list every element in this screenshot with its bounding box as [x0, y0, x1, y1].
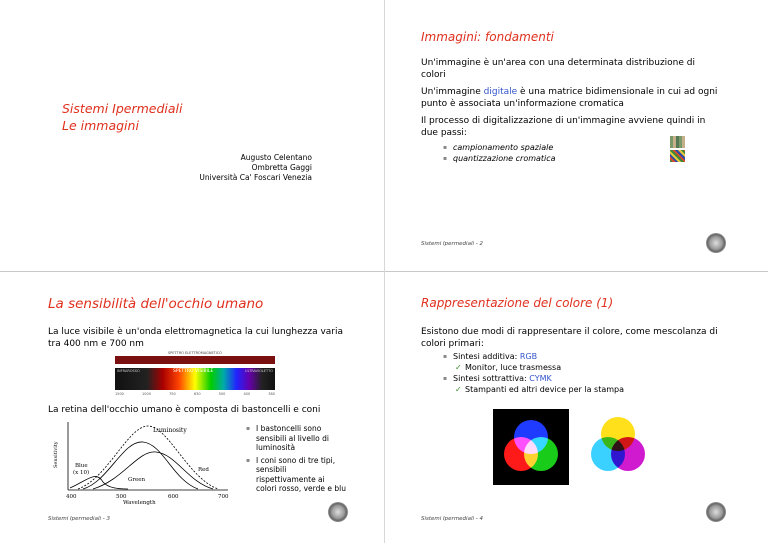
infrared-label: INFRAROSSO — [117, 369, 140, 373]
highlight-term: CYMK — [529, 374, 552, 383]
check-icon: ✓ — [455, 363, 462, 372]
blue-scale-label: (x 10) — [73, 470, 90, 476]
paragraph: Il processo di digitalizzazione di un'immagine avviene quindi in due passi: — [421, 116, 706, 138]
spectrum-title: SPETTRO ELETTROMAGNETICO — [167, 351, 223, 355]
red-label: Red — [198, 467, 209, 473]
list-item: ▪ campionamento spaziale — [443, 142, 721, 153]
rgb-additive-diagram — [493, 409, 569, 485]
paragraph — [421, 86, 721, 110]
paragraph: La luce visibile è un'onda elettromagnetica la cui lunghezza varia tra 400 nm e 700 nm — [48, 327, 344, 349]
text: è una matrice bidimensionale in cui ad ogni punto è associata un'informazione cromatica — [421, 87, 718, 109]
tick-label: 1500 — [115, 392, 124, 396]
slide-3-title: La sensibilità dell'occhio umano — [48, 296, 264, 312]
spectrum-ticks — [115, 392, 275, 396]
tick-label: 500 — [218, 392, 226, 396]
list-item — [443, 351, 733, 362]
cmy-subtractive-diagram — [582, 412, 654, 484]
luminosity-label: Luminosity — [153, 427, 187, 434]
slide-4-bullets — [443, 351, 733, 395]
blue-label: Blue — [75, 463, 88, 469]
tick-label: 750 — [169, 392, 176, 396]
text: Sintesi additiva: — [453, 352, 520, 361]
check-icon: ✓ — [455, 385, 462, 394]
slide-footer: Sistemi Ipermediali - 2 — [421, 241, 483, 247]
x-tick-label: 400 — [66, 494, 77, 500]
text: Un'immagine — [421, 87, 484, 97]
author-name: Augusto Celentano — [240, 153, 312, 162]
sub-item — [443, 362, 733, 373]
slide-3-bullets — [246, 424, 346, 494]
text: Stampanti ed altri device per la stampa — [465, 385, 625, 394]
green-circle — [524, 437, 558, 471]
sub-item — [443, 384, 733, 395]
university-seal-icon — [706, 502, 726, 522]
list-item: ▪ I bastoncelli sono sensibili al livello di luminosità — [246, 424, 346, 453]
cone-sensitivity-chart — [48, 420, 238, 506]
slide-footer: Sistemi Ipermediali - 4 — [421, 516, 483, 522]
em-spectrum-bar — [115, 356, 275, 364]
paragraph: La retina dell'occhio umano è composta di bastoncelli e coni — [48, 405, 321, 415]
tick-label: 400 — [243, 392, 251, 396]
x-tick-label: 600 — [168, 494, 179, 500]
list-item — [443, 373, 733, 384]
sampling-thumbnail — [670, 136, 685, 148]
university-seal-icon — [706, 233, 726, 253]
affiliation: Università Ca' Foscari Venezia — [199, 173, 312, 182]
slide-2-title: Immagini: fondamenti — [421, 30, 554, 44]
authors-block — [199, 153, 312, 183]
magenta-circle — [611, 437, 645, 471]
list-item: ▪ I coni sono di tre tipi, sensibili rispettivamente ai colori rosso, verde e blu — [246, 456, 346, 494]
red-curve — [93, 452, 213, 489]
text: Sintesi sottrattiva: — [453, 374, 530, 383]
slide-4-title: Rappresentazione del colore (1) — [421, 296, 614, 310]
title-line-2: Le immagini — [62, 118, 139, 133]
title-line-1: Sistemi Ipermediali — [62, 101, 183, 116]
x-axis-label: Wavelength — [123, 500, 156, 506]
green-label: Green — [128, 477, 146, 483]
tick-label: 630 — [193, 392, 201, 396]
highlight-term: digitale — [483, 87, 518, 97]
quantization-thumbnail — [670, 150, 685, 162]
visible-label: SPETTRO VISIBILE — [173, 369, 214, 374]
spectrum-figure — [115, 351, 275, 399]
x-tick-label: 500 — [116, 494, 127, 500]
x-tick-label: 700 — [218, 494, 229, 500]
university-seal-icon — [328, 502, 348, 522]
paragraph: Esistono due modi di rappresentare il colore, come mescolanza di colori primari: — [421, 327, 718, 349]
tick-label: 380 — [268, 392, 275, 396]
slide-separator-vertical — [384, 0, 385, 543]
highlight-term: RGB — [519, 352, 538, 361]
list-item: ▪ quantizzazione cromatica — [443, 153, 721, 164]
slide-1-title — [62, 100, 182, 134]
slide-footer: Sistemi Ipermediali - 3 — [48, 516, 110, 522]
y-axis-label: Sensitivity — [53, 441, 59, 468]
author-name: Ombretta Gaggi — [251, 163, 312, 172]
ultraviolet-label: ULTRAVIOLETTO — [245, 369, 273, 373]
text: Monitor, luce trasmessa — [465, 363, 562, 372]
paragraph: Un'immagine è un'area con una determinata distribuzione di colori — [421, 58, 695, 80]
tick-label: 1000 — [142, 392, 151, 396]
